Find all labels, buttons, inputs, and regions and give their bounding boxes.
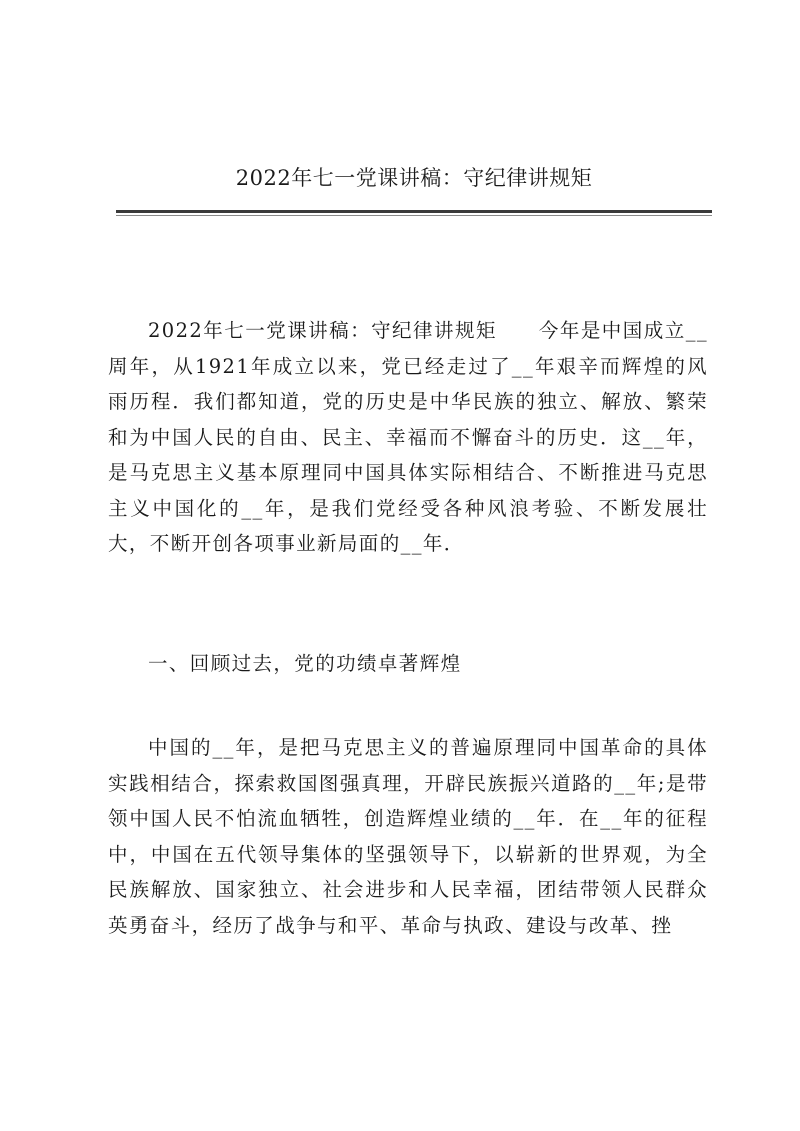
document-title: 2022年七一党课讲稿：守纪律讲规矩 — [235, 166, 593, 190]
section-paragraph: 中国的__年，是把马克思主义的普遍原理同中国革命的具体实践相结合，探索救国图强真理，开辟民族振兴道路的__年;是带领中国人民不怕流血牺牲，创造辉煌业绩的__年．在__年的征程中，中国在五代领导集体的坚强领导下，以崭新的世界观，为全民族解放、国家独立、社会进步和人民幸福，团结带领人民群众英勇奋斗，经历了战争与和平、革命与执政、建设与改革、挫 — [108, 736, 708, 937]
section-heading: 一、回顾过去，党的功绩卓著辉煌 — [148, 652, 462, 675]
intro-paragraph: 2022年七一党课讲稿：守纪律讲规矩 今年是中国成立__周年，从1921年成立以来，党已经走过了__年艰辛而辉煌的风雨历程．我们都知道，党的历史是中华民族的独立、解放、繁荣和为中国人民的自由、民主、幸福而不懈奋斗的历史．这__年，是马克思主义基本原理同中国具体实际相结合、不断推进马克思主义中国化的__年，是我们党经受各种风浪考验、不断发展壮大，不断开创各项事业新局面的__年． — [108, 319, 708, 555]
title-divider — [116, 210, 712, 213]
title-divider-thin — [116, 215, 712, 216]
